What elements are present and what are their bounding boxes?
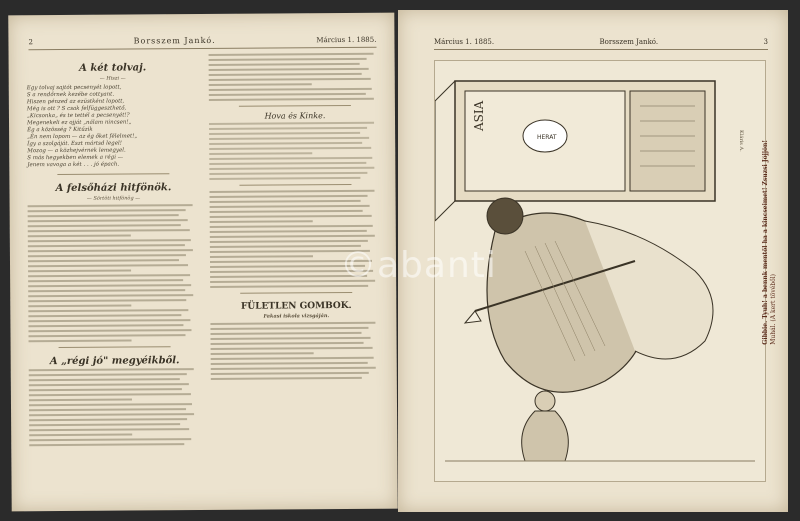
divider xyxy=(240,292,352,294)
divider xyxy=(239,184,351,186)
text-line xyxy=(28,299,186,302)
running-title: Borsszem Jankó. xyxy=(133,35,216,46)
text-line xyxy=(210,332,361,335)
text-line xyxy=(28,289,185,292)
cabinet-sign: ASIA xyxy=(472,100,486,131)
text-line xyxy=(209,177,360,180)
text-line xyxy=(210,200,361,203)
caption-line: Muhál. (A kert tövéből) xyxy=(770,273,777,345)
text-line xyxy=(29,418,187,421)
text-line xyxy=(210,240,368,243)
issue-date: Március 1. 1885. xyxy=(434,38,495,46)
poem-line: Megenekeli ez ojját „nálam nincsen!„ xyxy=(27,119,132,127)
divider xyxy=(57,173,169,175)
text-line xyxy=(28,294,193,297)
text-line xyxy=(210,195,368,198)
divider xyxy=(239,105,351,107)
text-line xyxy=(210,230,367,233)
running-title: Borsszem Jankó. xyxy=(599,38,659,46)
text-line xyxy=(28,314,181,317)
text-line xyxy=(209,93,366,96)
text-line xyxy=(28,270,131,273)
text-line xyxy=(211,372,369,375)
text-line xyxy=(29,378,180,381)
poem-line: S a rendőrnek kezébe cottyant. xyxy=(26,91,115,99)
text-line xyxy=(29,433,132,436)
text-line xyxy=(29,443,184,446)
right-page-header xyxy=(434,38,768,50)
text-line xyxy=(209,58,367,61)
poem-line: „Én nem lopom — az ég őket félelmet!„ xyxy=(27,133,138,141)
text-line xyxy=(210,205,370,208)
text-line xyxy=(28,279,183,282)
text-line xyxy=(29,438,191,441)
text-line xyxy=(28,274,190,277)
text-line xyxy=(209,152,312,155)
issue-date: Március 1. 1885. xyxy=(316,35,377,45)
text-line xyxy=(211,342,364,345)
text-line xyxy=(29,408,186,411)
dialogue-text xyxy=(210,322,382,380)
text-line xyxy=(209,162,366,165)
text-line xyxy=(29,334,186,337)
text-line xyxy=(211,367,376,370)
text-line xyxy=(28,229,190,232)
article-byline: — Sörtöti hitfönög — xyxy=(86,195,141,202)
text-line xyxy=(29,398,132,401)
text-line xyxy=(28,264,188,267)
text-line xyxy=(28,324,183,327)
text-line xyxy=(209,157,372,160)
text-line xyxy=(209,147,371,150)
text-line xyxy=(210,255,313,258)
caption-line: Gibbie. Tyuh! a bennk mentől ha a kincseimet! Zsuzsi Jöjjön! xyxy=(762,140,769,345)
text-line xyxy=(29,373,187,376)
text-line xyxy=(210,327,368,330)
article-subtitle: Fakasi iskola vizsgáján. xyxy=(263,313,330,320)
text-line xyxy=(211,362,368,365)
article-title: A felsőházi hitfönök. xyxy=(55,182,172,195)
artist-signature: Kláris A. xyxy=(738,130,744,152)
text-line xyxy=(210,225,373,228)
text-line xyxy=(28,309,188,312)
text-line xyxy=(211,347,373,350)
poem xyxy=(27,84,200,169)
text-line xyxy=(29,393,191,396)
text-line xyxy=(28,254,186,257)
text-line xyxy=(29,428,189,431)
text-line xyxy=(29,423,180,426)
poem-line: Egy tolvaj sajtót pecsenyét lopott, xyxy=(26,84,122,92)
text-line xyxy=(29,339,132,342)
poem-line: Még is ott ? S csak felfüggeszthető, xyxy=(26,105,127,113)
poem-line: Hiszen pénzed az ezüstként lopott, xyxy=(26,98,125,106)
text-line xyxy=(28,214,179,217)
divider xyxy=(59,346,171,348)
poem-line: Így a szolgáját. Eszt mártsd legel! xyxy=(27,140,122,148)
text-line xyxy=(211,337,371,340)
right-column xyxy=(209,53,383,380)
text-line xyxy=(209,53,374,56)
page-number: 2 xyxy=(28,38,33,47)
text-line xyxy=(28,305,131,308)
text-line xyxy=(209,122,374,125)
text-line xyxy=(29,383,189,386)
text-line xyxy=(29,368,194,371)
text-line xyxy=(28,259,179,262)
text-line xyxy=(209,167,374,170)
text-line xyxy=(29,388,182,391)
body-text xyxy=(29,368,202,446)
article-title: FÜLETLEN GOMBOK. xyxy=(240,300,352,312)
left-page-header xyxy=(28,35,376,50)
text-line xyxy=(29,403,192,406)
text-line xyxy=(29,413,194,416)
text-line xyxy=(28,235,131,238)
text-line xyxy=(209,142,362,145)
left-column xyxy=(27,54,202,446)
text-line xyxy=(28,284,191,287)
poem-line: Ég a közösség ? Kitűzik xyxy=(27,126,93,134)
text-line xyxy=(209,98,374,101)
poem-line: Jenem vavoga a két . . . jó épach. xyxy=(27,161,120,169)
text-line xyxy=(209,73,362,76)
text-line xyxy=(209,137,369,140)
text-line xyxy=(28,219,188,222)
text-line xyxy=(28,239,191,242)
text-line xyxy=(210,322,375,325)
text-line xyxy=(28,224,181,227)
text-line xyxy=(209,63,360,66)
text-line xyxy=(209,78,371,81)
article-title: A „régi jó" megyéikből. xyxy=(49,355,180,368)
watermark: ©abanti xyxy=(340,245,497,286)
text-line xyxy=(28,209,186,212)
text-line xyxy=(211,377,362,380)
text-line xyxy=(209,127,367,130)
text-line xyxy=(209,83,312,86)
text-line xyxy=(210,210,363,213)
text-line xyxy=(211,352,314,355)
text-line xyxy=(210,245,361,248)
page-number: 3 xyxy=(763,38,768,46)
poem-line: „Kicsonka„ és te tettél a pecsenyét!? xyxy=(26,112,130,120)
cartoon-caption xyxy=(762,140,778,345)
text-line xyxy=(28,319,190,322)
box-label: HERAT xyxy=(537,134,557,141)
text-line xyxy=(210,220,313,223)
text-line xyxy=(210,215,372,218)
poem-lines xyxy=(209,122,381,180)
text-line xyxy=(28,244,185,247)
text-line xyxy=(28,329,191,332)
article-title: A két tolvaj. xyxy=(79,62,147,74)
poem-line: Mozog — a közhejvérnek lemegyel. xyxy=(27,147,126,155)
text-line xyxy=(211,357,374,360)
text-line xyxy=(209,68,369,71)
text-line xyxy=(209,132,360,135)
text-line xyxy=(28,204,193,207)
text-line xyxy=(28,249,193,252)
article-byline: — Hiszi — xyxy=(99,75,126,82)
poem-title: Hova és Kinke. xyxy=(264,111,326,121)
text-line xyxy=(210,235,375,238)
text-line xyxy=(209,172,367,175)
poem-line: S más hegyekben elemek a régi — xyxy=(27,154,124,162)
body-text xyxy=(28,204,201,342)
text-line xyxy=(210,190,375,193)
body-text xyxy=(209,53,381,101)
text-line xyxy=(209,88,372,91)
